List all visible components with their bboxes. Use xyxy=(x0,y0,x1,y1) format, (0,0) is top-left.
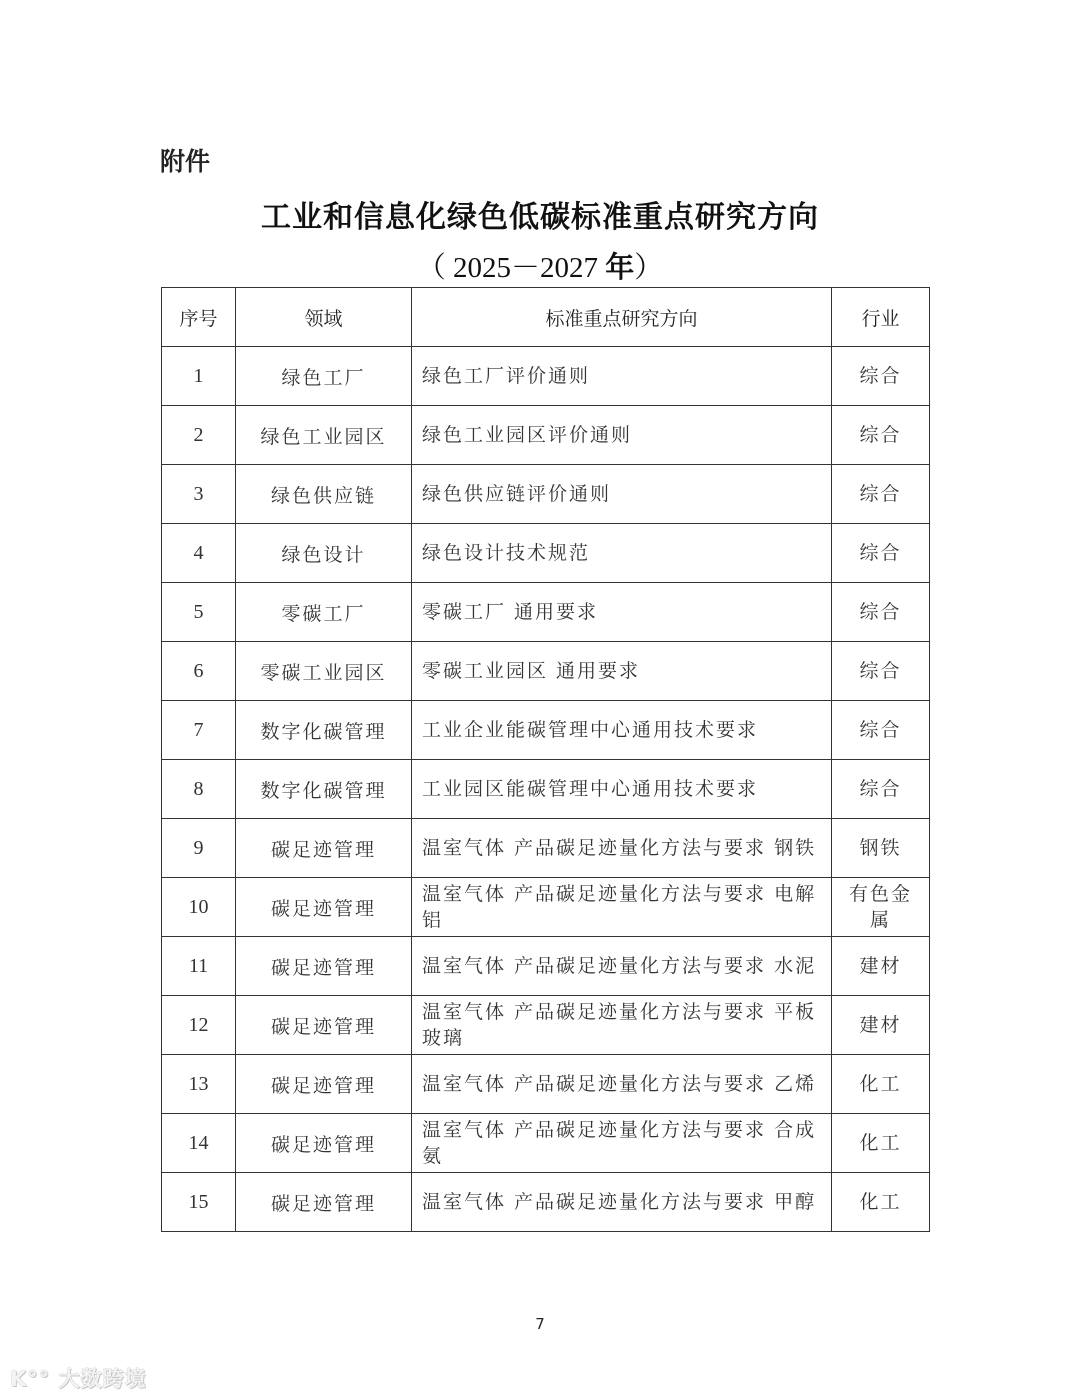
row-direction: 工业企业能碳管理中心通用技术要求 xyxy=(412,701,832,760)
row-index: 8 xyxy=(162,760,236,819)
table-row xyxy=(162,406,930,465)
row-index: 11 xyxy=(162,937,236,996)
row-industry: 综合 xyxy=(832,524,930,583)
table-row xyxy=(162,1173,930,1232)
subtitle-close: ） xyxy=(634,252,664,284)
row-domain: 碳足迹管理 xyxy=(236,878,412,937)
row-industry: 综合 xyxy=(832,701,930,760)
subtitle-years: （ 2025－2027 xyxy=(416,252,606,284)
table-header-row xyxy=(162,288,930,347)
row-domain: 绿色工厂 xyxy=(236,347,412,406)
row-domain: 绿色设计 xyxy=(236,524,412,583)
table-row xyxy=(162,465,930,524)
research-directions-table xyxy=(161,287,930,1232)
table-row xyxy=(162,996,930,1055)
row-industry: 综合 xyxy=(832,347,930,406)
table-row xyxy=(162,701,930,760)
table-row xyxy=(162,878,930,937)
header-industry: 行业 xyxy=(832,288,930,347)
row-index: 7 xyxy=(162,701,236,760)
row-domain: 碳足迹管理 xyxy=(236,1173,412,1232)
row-direction: 绿色供应链评价通则 xyxy=(412,465,832,524)
row-index: 15 xyxy=(162,1173,236,1232)
table-row xyxy=(162,1055,930,1114)
table-body xyxy=(162,347,930,1232)
row-index: 10 xyxy=(162,878,236,937)
row-direction: 绿色工厂评价通则 xyxy=(412,347,832,406)
row-domain: 碳足迹管理 xyxy=(236,1055,412,1114)
table-row xyxy=(162,583,930,642)
row-direction: 温室气体 产品碳足迹量化方法与要求 平板玻璃 xyxy=(412,996,832,1055)
table-row xyxy=(162,937,930,996)
row-direction: 温室气体 产品碳足迹量化方法与要求 甲醇 xyxy=(412,1173,832,1232)
table-row xyxy=(162,1114,930,1173)
table-row xyxy=(162,819,930,878)
row-industry: 化工 xyxy=(832,1055,930,1114)
row-domain: 数字化碳管理 xyxy=(236,701,412,760)
row-direction: 绿色设计技术规范 xyxy=(412,524,832,583)
row-index: 9 xyxy=(162,819,236,878)
row-industry: 综合 xyxy=(832,406,930,465)
row-industry: 建材 xyxy=(832,996,930,1055)
row-direction: 温室气体 产品碳足迹量化方法与要求 水泥 xyxy=(412,937,832,996)
row-domain: 碳足迹管理 xyxy=(236,996,412,1055)
row-direction: 零碳工厂 通用要求 xyxy=(412,583,832,642)
attachment-label: 附件 xyxy=(160,147,211,176)
header-direction: 标准重点研究方向 xyxy=(412,288,832,347)
header-index: 序号 xyxy=(162,288,236,347)
document-title: 工业和信息化绿色低碳标准重点研究方向 xyxy=(261,200,819,235)
row-industry: 化工 xyxy=(832,1173,930,1232)
row-industry: 综合 xyxy=(832,642,930,701)
table-row xyxy=(162,524,930,583)
row-domain: 绿色供应链 xyxy=(236,465,412,524)
row-index: 12 xyxy=(162,996,236,1055)
row-index: 5 xyxy=(162,583,236,642)
row-industry: 钢铁 xyxy=(832,819,930,878)
row-industry: 有色金属 xyxy=(832,878,930,937)
row-domain: 零碳工厂 xyxy=(236,583,412,642)
row-direction: 温室气体 产品碳足迹量化方法与要求 钢铁 xyxy=(412,819,832,878)
row-index: 13 xyxy=(162,1055,236,1114)
row-index: 3 xyxy=(162,465,236,524)
table-row xyxy=(162,760,930,819)
row-direction: 温室气体 产品碳足迹量化方法与要求 乙烯 xyxy=(412,1055,832,1114)
row-industry: 综合 xyxy=(832,760,930,819)
row-domain: 碳足迹管理 xyxy=(236,819,412,878)
row-industry: 综合 xyxy=(832,465,930,524)
row-domain: 碳足迹管理 xyxy=(236,937,412,996)
row-industry: 综合 xyxy=(832,583,930,642)
row-domain: 绿色工业园区 xyxy=(236,406,412,465)
row-direction: 工业园区能碳管理中心通用技术要求 xyxy=(412,760,832,819)
row-index: 4 xyxy=(162,524,236,583)
row-direction: 零碳工业园区 通用要求 xyxy=(412,642,832,701)
row-index: 14 xyxy=(162,1114,236,1173)
header-domain: 领域 xyxy=(236,288,412,347)
page-number: 7 xyxy=(535,1315,545,1333)
row-industry: 化工 xyxy=(832,1114,930,1173)
row-domain: 零碳工业园区 xyxy=(236,642,412,701)
table-row xyxy=(162,642,930,701)
document-subtitle xyxy=(0,245,1080,286)
row-direction: 温室气体 产品碳足迹量化方法与要求 合成氨 xyxy=(412,1114,832,1173)
row-index: 1 xyxy=(162,347,236,406)
row-index: 2 xyxy=(162,406,236,465)
table-row xyxy=(162,347,930,406)
row-index: 6 xyxy=(162,642,236,701)
row-domain: 数字化碳管理 xyxy=(236,760,412,819)
row-industry: 建材 xyxy=(832,937,930,996)
row-direction: 绿色工业园区评价通则 xyxy=(412,406,832,465)
row-direction: 温室气体 产品碳足迹量化方法与要求 电解铝 xyxy=(412,878,832,937)
watermark-logo: K°° 大数跨境 xyxy=(10,1367,147,1391)
row-domain: 碳足迹管理 xyxy=(236,1114,412,1173)
subtitle-year-char: 年 xyxy=(605,250,635,284)
